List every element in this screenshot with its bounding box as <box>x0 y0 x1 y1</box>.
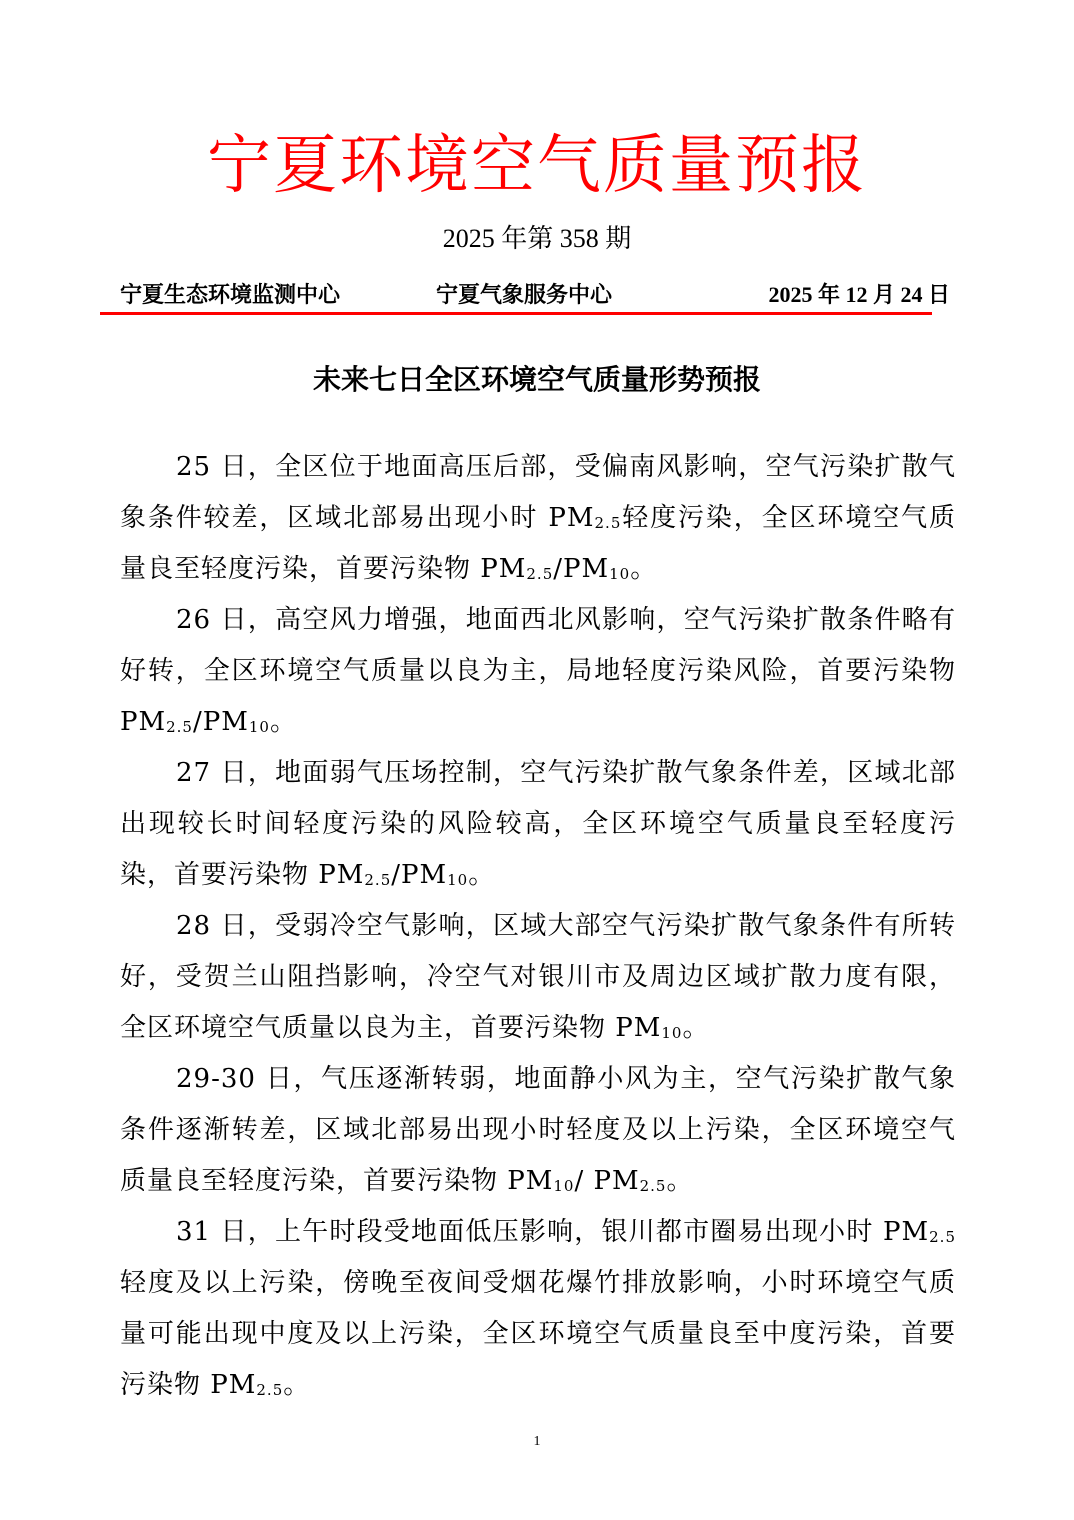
paragraph-text: /PM <box>391 860 448 890</box>
page-number: 1 <box>533 1434 541 1449</box>
paragraph-text: /PM <box>192 707 249 737</box>
forecast-body <box>120 442 956 1411</box>
paragraph-text: 。 <box>630 554 658 584</box>
section-title: 未来七日全区环境空气质量形势预报 <box>312 363 761 396</box>
pollutant-subscript: 10 <box>447 871 469 889</box>
paragraph-text: 31 日，上午时段受地面低压影响，银川都市圈易出现小时 PM <box>176 1217 930 1247</box>
paragraph-text: 26 日，高空风力增强，地面西北风影响，空气污染扩散条件略有好转，全区环境空气质量以良为主，局地轻度污染风险，首要污染物 PM <box>120 605 956 737</box>
pollutant-subscript: 2.5 <box>929 1228 956 1246</box>
paragraph-text: 28 日，受弱冷空气影响，区域大部空气污染扩散气象条件有所转好，受贺兰山阻挡影响，冷空气对银川市及周边区域扩散力度有限，全区环境空气质量以良为主，首要污染物 PM <box>120 911 956 1043</box>
pollutant-subscript: 2.5 <box>256 1381 284 1399</box>
forecast-paragraph-day-25 <box>120 442 956 595</box>
paragraph-text: 25 日，全区位于地面高压后部，受偏南风影响，空气污染扩散气象条件较差，区域北部易出现小时 PM <box>120 452 956 533</box>
pollutant-subscript: 2.5 <box>639 1177 667 1195</box>
paragraph-text: /PM <box>553 554 610 584</box>
paragraph-text: 轻度污染，全区环境空气质量良至轻度污染，首要污染物 PM <box>120 503 956 584</box>
pollutant-subscript: 10 <box>248 718 270 736</box>
issuer-meteorology-center: 宁夏气象服务中心 <box>436 282 613 307</box>
pollutant-subscript: 2.5 <box>364 871 392 889</box>
paragraph-text: 29-30 日，气压逐渐转弱，地面静小风为主，空气污染扩散气象条件逐渐转差，区域北部易出现小时轻度及以上污染，全区环境空气质量良至轻度污染，首要污染物 PM <box>120 1064 956 1196</box>
pollutant-subscript: 2.5 <box>594 514 622 532</box>
issue-number: 2025 年第 358 期 <box>442 224 632 253</box>
pollutant-subscript: 10 <box>661 1024 683 1042</box>
paragraph-text: 轻度及以上污染，傍晚至夜间受烟花爆竹排放影响，小时环境空气质量可能出现中度及以上污染，全区环境空气质量良至中度污染，首要污染物 PM <box>120 1268 956 1400</box>
pollutant-subscript: 10 <box>609 565 631 583</box>
pollutant-subscript: 2.5 <box>526 565 554 583</box>
paragraph-text: 27 日，地面弱气压场控制，空气污染扩散气象条件差，区域北部出现较长时间轻度污染的风险较高，全区环境空气质量良至轻度污染，首要污染物 PM <box>120 758 956 890</box>
paragraph-text: 。 <box>682 1013 710 1043</box>
issue-date: 2025 年 12 月 24 日 <box>768 282 950 307</box>
forecast-paragraph-day-27 <box>120 748 956 901</box>
header-divider <box>100 312 932 315</box>
forecast-paragraph-day-31 <box>120 1207 956 1411</box>
paragraph-text: 。 <box>666 1166 694 1196</box>
paragraph-text: 。 <box>283 1370 311 1400</box>
paragraph-text: 。 <box>269 707 297 737</box>
masthead-title: 宁夏环境空气质量预报 <box>207 129 867 203</box>
pollutant-subscript: 2.5 <box>166 718 193 736</box>
issuer-row <box>118 279 956 311</box>
paragraph-text: 。 <box>468 860 496 890</box>
forecast-paragraph-day-28 <box>120 901 956 1054</box>
forecast-paragraph-day-29-30 <box>120 1054 956 1207</box>
paragraph-text: / PM <box>574 1166 640 1196</box>
pollutant-subscript: 10 <box>553 1177 575 1195</box>
forecast-paragraph-day-26 <box>120 595 956 748</box>
issuer-ecology-center: 宁夏生态环境监测中心 <box>120 282 341 307</box>
